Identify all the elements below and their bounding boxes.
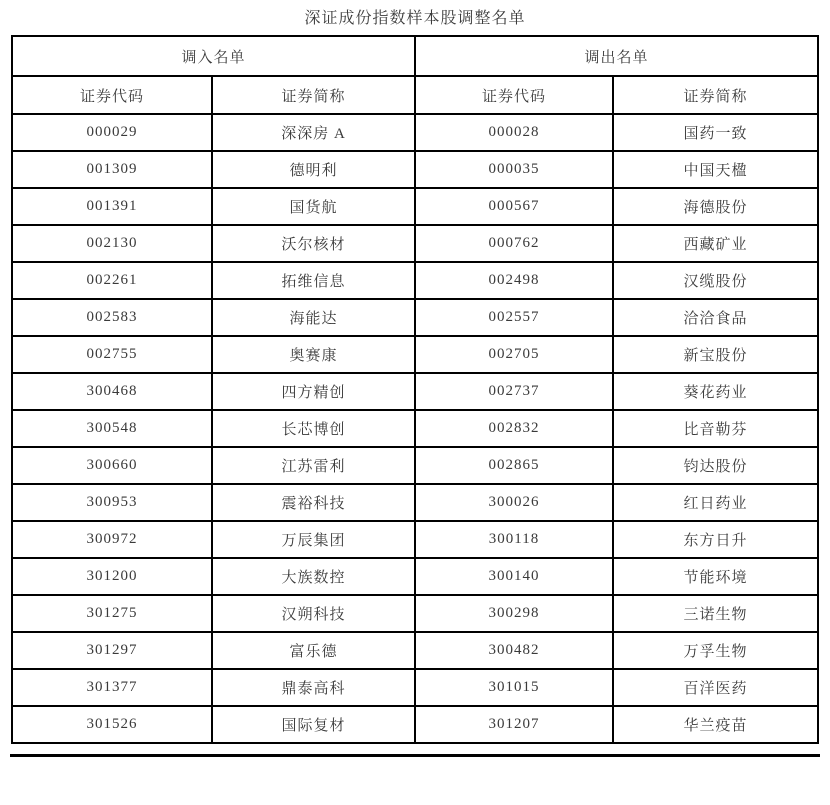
name-cell: 海能达 <box>212 299 415 336</box>
code-cell: 301200 <box>12 558 212 595</box>
table-row <box>12 151 818 188</box>
table-row <box>12 669 818 706</box>
code-cell: 001309 <box>12 151 212 188</box>
name-cell: 汉缆股份 <box>613 262 818 299</box>
name-cell: 葵花药业 <box>613 373 818 410</box>
name-cell: 新宝股份 <box>613 336 818 373</box>
code-cell: 300972 <box>12 521 212 558</box>
code-cell: 300118 <box>415 521 613 558</box>
name-cell: 红日药业 <box>613 484 818 521</box>
code-cell: 002832 <box>415 410 613 447</box>
adjustment-table <box>11 35 819 744</box>
table-row <box>12 225 818 262</box>
code-cell: 300953 <box>12 484 212 521</box>
table-row <box>12 114 818 151</box>
code-cell: 301526 <box>12 706 212 743</box>
code-cell: 300548 <box>12 410 212 447</box>
code-cell: 000029 <box>12 114 212 151</box>
footer-rule <box>10 754 820 757</box>
name-cell: 东方日升 <box>613 521 818 558</box>
col-header-name-in: 证券简称 <box>212 76 415 114</box>
code-cell: 002557 <box>415 299 613 336</box>
name-cell: 百洋医药 <box>613 669 818 706</box>
name-cell: 震裕科技 <box>212 484 415 521</box>
col-header-code-out: 证券代码 <box>415 76 613 114</box>
code-cell: 300026 <box>415 484 613 521</box>
code-cell: 301377 <box>12 669 212 706</box>
group-header-row <box>12 36 818 76</box>
name-cell: 富乐德 <box>212 632 415 669</box>
code-cell: 000567 <box>415 188 613 225</box>
name-cell: 德明利 <box>212 151 415 188</box>
name-cell: 西藏矿业 <box>613 225 818 262</box>
name-cell: 节能环境 <box>613 558 818 595</box>
col-header-code-in: 证券代码 <box>12 76 212 114</box>
table-row <box>12 706 818 743</box>
group-header-in: 调入名单 <box>12 36 415 76</box>
table-row <box>12 262 818 299</box>
name-cell: 国货航 <box>212 188 415 225</box>
code-cell: 301275 <box>12 595 212 632</box>
name-cell: 洽洽食品 <box>613 299 818 336</box>
code-cell: 002737 <box>415 373 613 410</box>
table-row <box>12 484 818 521</box>
name-cell: 鼎泰高科 <box>212 669 415 706</box>
code-cell: 301015 <box>415 669 613 706</box>
name-cell: 国际复材 <box>212 706 415 743</box>
name-cell: 海德股份 <box>613 188 818 225</box>
name-cell: 万孚生物 <box>613 632 818 669</box>
code-cell: 000762 <box>415 225 613 262</box>
name-cell: 比音勒芬 <box>613 410 818 447</box>
name-cell: 三诺生物 <box>613 595 818 632</box>
name-cell: 奥赛康 <box>212 336 415 373</box>
name-cell: 四方精创 <box>212 373 415 410</box>
table-row <box>12 447 818 484</box>
code-cell: 001391 <box>12 188 212 225</box>
code-cell: 002130 <box>12 225 212 262</box>
column-header-row <box>12 76 818 114</box>
code-cell: 000028 <box>415 114 613 151</box>
page-title: 深证成份指数样本股调整名单 <box>304 10 526 27</box>
name-cell: 拓维信息 <box>212 262 415 299</box>
name-cell: 大族数控 <box>212 558 415 595</box>
code-cell: 002705 <box>415 336 613 373</box>
table-body <box>12 114 818 743</box>
table-row <box>12 336 818 373</box>
code-cell: 002583 <box>12 299 212 336</box>
table-row <box>12 595 818 632</box>
name-cell: 长芯博创 <box>212 410 415 447</box>
code-cell: 301207 <box>415 706 613 743</box>
table-row <box>12 521 818 558</box>
code-cell: 300468 <box>12 373 212 410</box>
table-row <box>12 558 818 595</box>
col-header-name-out: 证券简称 <box>613 76 818 114</box>
code-cell: 002755 <box>12 336 212 373</box>
table-row <box>12 299 818 336</box>
name-cell: 万辰集团 <box>212 521 415 558</box>
group-header-out: 调出名单 <box>415 36 818 76</box>
code-cell: 300482 <box>415 632 613 669</box>
table-row <box>12 410 818 447</box>
code-cell: 002261 <box>12 262 212 299</box>
name-cell: 国药一致 <box>613 114 818 151</box>
name-cell: 钧达股份 <box>613 447 818 484</box>
name-cell: 华兰疫苗 <box>613 706 818 743</box>
code-cell: 002865 <box>415 447 613 484</box>
code-cell: 301297 <box>12 632 212 669</box>
name-cell: 汉朔科技 <box>212 595 415 632</box>
table-row <box>12 188 818 225</box>
code-cell: 300140 <box>415 558 613 595</box>
name-cell: 沃尔核材 <box>212 225 415 262</box>
name-cell: 江苏雷利 <box>212 447 415 484</box>
name-cell: 深深房 A <box>212 114 415 151</box>
code-cell: 300660 <box>12 447 212 484</box>
code-cell: 002498 <box>415 262 613 299</box>
name-cell: 中国天楹 <box>613 151 818 188</box>
code-cell: 000035 <box>415 151 613 188</box>
code-cell: 300298 <box>415 595 613 632</box>
table-row <box>12 632 818 669</box>
table-row <box>12 373 818 410</box>
